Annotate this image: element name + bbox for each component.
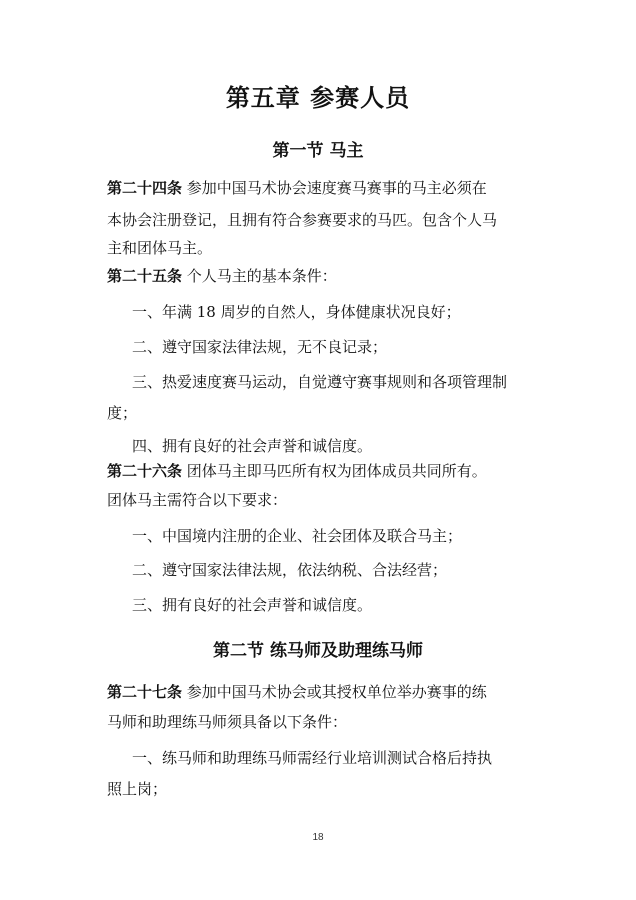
section-title-trainers: 第二节 练马师及助理练马师 bbox=[213, 641, 423, 661]
article-27-label: 第二十七条 bbox=[107, 683, 183, 701]
article-26-text-1: 团体马主即马匹所有权为团体成员共同所有。 bbox=[186, 462, 487, 480]
article-26-item-3: 三、拥有良好的社会声誉和诚信度。 bbox=[132, 596, 373, 614]
article-26-line-1 bbox=[107, 461, 537, 481]
article-25-label: 第二十五条 bbox=[107, 267, 183, 285]
article-25-item-4: 四、拥有良好的社会声誉和诚信度。 bbox=[132, 437, 373, 455]
article-24-line-2: 本协会注册登记，且拥有符合参赛要求的马匹。包含个人马 bbox=[107, 211, 498, 229]
article-26-item-2: 二、遵守国家法律法规，依法纳税、合法经营； bbox=[132, 561, 448, 579]
article-24-line-1 bbox=[107, 178, 537, 198]
article-25-item-3-cont: 度； bbox=[107, 404, 138, 422]
article-25-item-1: 一、年满 18 周岁的自然人，身体健康状况良好； bbox=[132, 303, 461, 321]
article-27-item-1: 一、练马师和助理练马师需经行业培训测试合格后持执 bbox=[132, 749, 493, 767]
page-number: 18 bbox=[312, 832, 324, 843]
article-26-label: 第二十六条 bbox=[107, 462, 183, 480]
article-27-line-1 bbox=[107, 682, 537, 702]
article-25-item-2: 二、遵守国家法律法规，无不良记录； bbox=[132, 338, 388, 356]
article-25-intro: 个人马主的基本条件： bbox=[186, 267, 337, 285]
article-27-text-1: 参加中国马术协会或其授权单位举办赛事的练 bbox=[186, 683, 487, 701]
chapter-title: 第五章 参赛人员 bbox=[225, 84, 411, 112]
article-24-label: 第二十四条 bbox=[107, 179, 183, 197]
article-26-line-2: 团体马主需符合以下要求： bbox=[107, 491, 288, 509]
article-24-text-1: 参加中国马术协会速度赛马赛事的马主必须在 bbox=[186, 179, 487, 197]
article-27-line-2: 马师和助理练马师须具备以下条件： bbox=[107, 713, 348, 731]
article-27-item-1-cont: 照上岗； bbox=[107, 780, 168, 798]
section-title-owners: 第一节 马主 bbox=[272, 141, 364, 161]
article-25-line-1 bbox=[107, 266, 537, 286]
article-26-item-1: 一、中国境内注册的企业、社会团体及联合马主； bbox=[132, 527, 463, 545]
article-24-line-3: 主和团体马主。 bbox=[107, 239, 213, 257]
article-25-item-3: 三、热爱速度赛马运动，自觉遵守赛事规则和各项管理制 bbox=[132, 373, 508, 391]
